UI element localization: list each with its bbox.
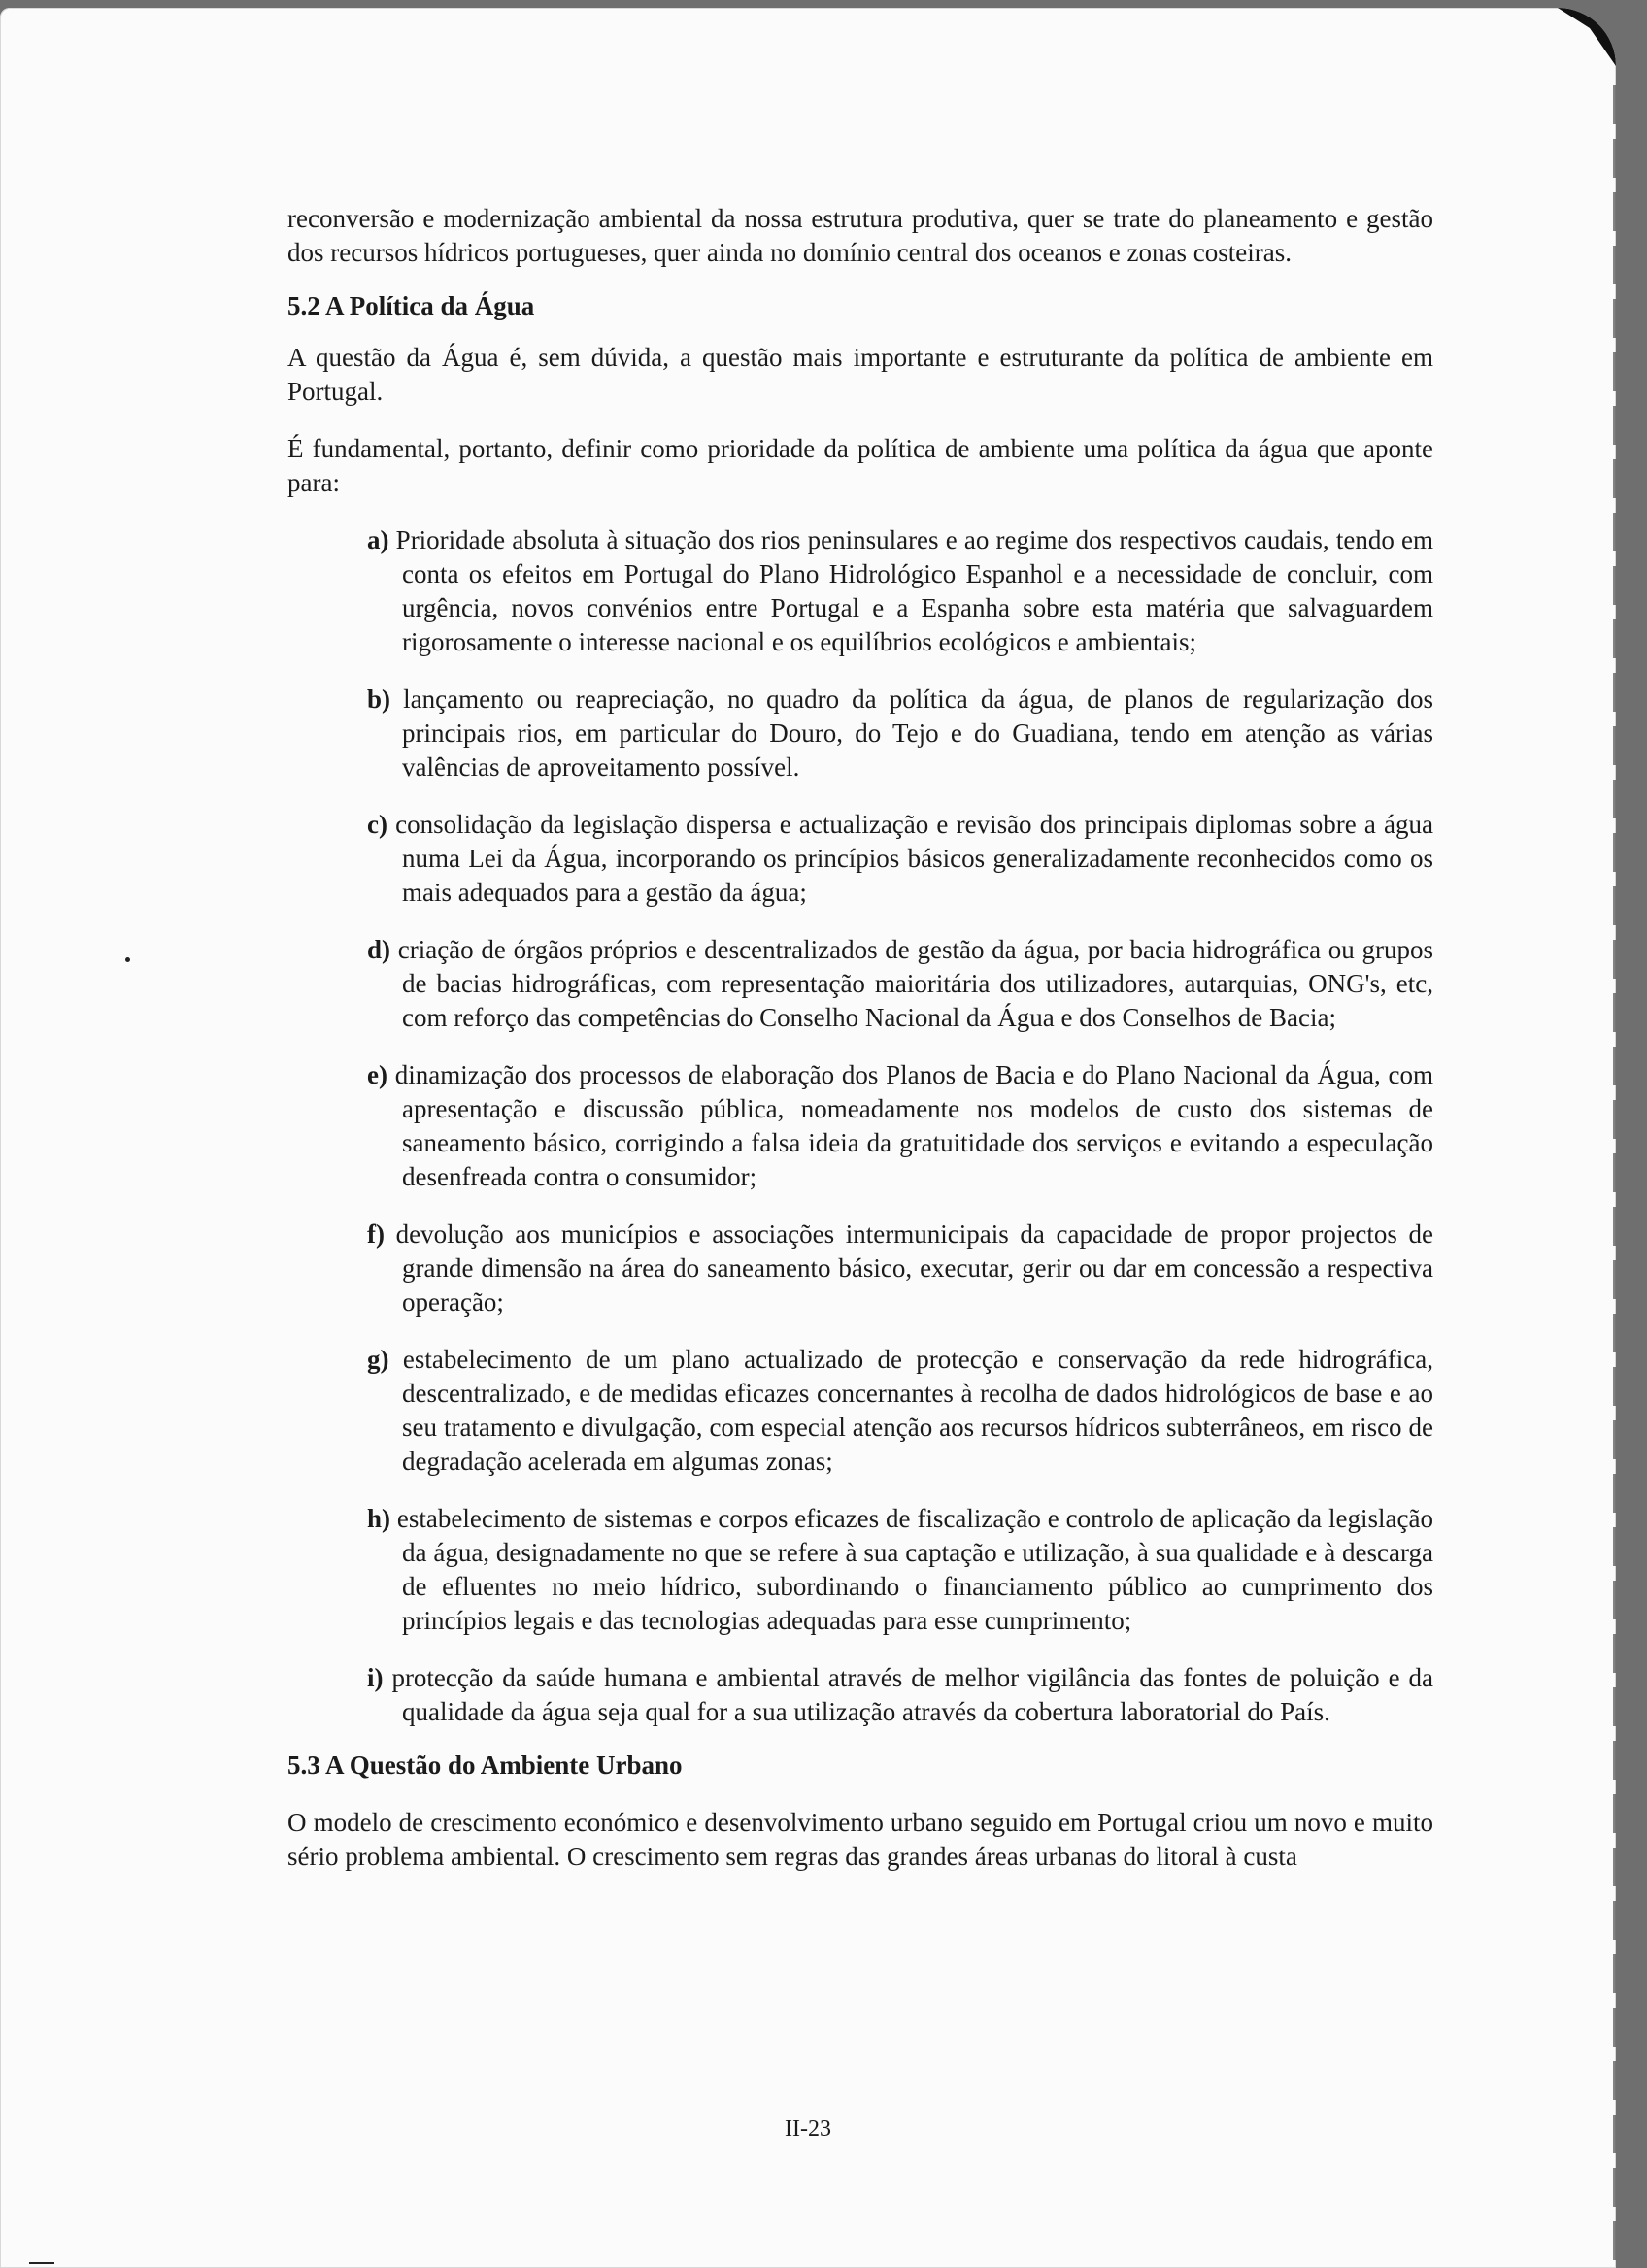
list-item-d: [367, 933, 1433, 1035]
list-text: devolução aos municípios e associações intermunicipais da capacidade de propor projectos de grande dimensão na área do saneamento básico, executar, gerir ou dar em concessão a respectiva operação;: [395, 1219, 1433, 1317]
list-item-h: [367, 1502, 1433, 1638]
list-text: protecção da saúde humana e ambiental através de melhor vigilância das fontes de poluição e da qualidade da água seja qual for a sua utilização através da cobertura laboratorial do País.: [391, 1663, 1433, 1726]
section-heading-5-2: 5.2 A Política da Água: [287, 291, 535, 320]
list-item-i: [367, 1661, 1433, 1729]
margin-dot: [125, 957, 130, 962]
list-label: f): [367, 1219, 385, 1249]
list-label: i): [367, 1663, 384, 1692]
document-page: [0, 8, 1616, 2268]
paragraph: É fundamental, portanto, definir como prioridade da política de ambiente uma política da água que aponte para:: [287, 434, 1433, 497]
scan-mark: [29, 2262, 54, 2264]
list-item-a: [367, 523, 1433, 659]
section-heading-5-3: 5.3 A Questão do Ambiente Urbano: [287, 1751, 683, 1780]
paragraph: A questão da Água é, sem dúvida, a questão mais importante e estruturante da política de ambiente em Portugal.: [287, 343, 1433, 406]
scan-top-border: [0, 0, 1647, 8]
list-label: e): [367, 1060, 387, 1089]
page-content: [287, 202, 1433, 1874]
list-text: lançamento ou reapreciação, no quadro da política da água, de planos de regularização dos principais rios, em particular do Douro, do Tejo e do Guadiana, tendo em atenção as várias valências de aproveitamento possível.: [402, 684, 1433, 782]
list-label: h): [367, 1504, 391, 1533]
list-item-e: [367, 1058, 1433, 1194]
list-text: estabelecimento de sistemas e corpos eficazes de fiscalização e controlo de aplicação da legislação da água, designadamente no que se refere à sua captação e utilização, à sua qualidade e à descarga de efluentes no meio hídrico, subordinando o financiamento público ao cumprimento dos princípios legais e das tecnologias adequadas para esse cumprimento;: [396, 1504, 1434, 1635]
list-label: c): [367, 810, 387, 839]
list-text: consolidação da legislação dispersa e actualização e revisão dos principais diplomas sobre a água numa Lei da Água, incorporando os princípios básicos generalizadamente reconhecidos como os mais adequados para a gestão da água;: [395, 810, 1434, 907]
intro-paragraph: reconversão e modernização ambiental da nossa estrutura produtiva, quer se trate do planeamento e gestão dos recursos hídricos portugueses, quer ainda no domínio central dos oceanos e zonas costeiras.: [287, 204, 1433, 267]
list-text: dinamização dos processos de elaboração dos Planos de Bacia e do Plano Nacional da Água, com apresentação e discussão pública, nomeadamente nos modelos de custo dos sistemas de saneamento básico, corrigindo a falsa ideia da gratuitidade dos serviços e evitando a especulação desenfreada contra o consumidor;: [394, 1060, 1433, 1191]
list-label: d): [367, 935, 391, 964]
page-number: II-23: [785, 2117, 831, 2142]
list-text: estabelecimento de um plano actualizado de protecção e conservação da rede hidrográfica, descentralizado, e de medidas eficazes concernantes à recolha de dados hidrológicos de base e ao seu tratamento e divulgação, com especial atenção aos recursos hídricos subterrâneos, em risco de degradação acelerada em algumas zonas;: [402, 1345, 1434, 1476]
list-label: g): [367, 1345, 389, 1374]
list-label: b): [367, 684, 391, 714]
list-label: a): [367, 525, 389, 554]
list-text: criação de órgãos próprios e descentralizados de gestão da água, por bacia hidrográfica ou grupos de bacias hidrográficas, com representação maioritária dos utilizadores, autarquias, ONG's, etc, com reforço das competências do Conselho Nacional da Água e dos Conselhos de Bacia;: [397, 935, 1433, 1032]
paragraph: O modelo de crescimento económico e desenvolvimento urbano seguido em Portugal criou um novo e muito sério problema ambiental. O crescimento sem regras das grandes áreas urbanas do litoral à custa: [287, 1808, 1433, 1871]
list-item-c: [367, 808, 1433, 910]
list-text: Prioridade absoluta à situação dos rios peninsulares e ao regime dos respectivos caudais, tendo em conta os efeitos em Portugal do Plano Hidrológico Espanhol e a necessidade de concluir, com urgência, novos convénios entre Portugal e a Espanha sobre esta matéria que salvaguardem rigorosamente o interesse nacional e os equilíbrios ecológicos e ambientais;: [395, 525, 1433, 656]
list-item-f: [367, 1217, 1433, 1319]
list-item-b: [367, 683, 1433, 784]
list-item-g: [367, 1343, 1433, 1479]
scan-edge-marks: [1613, 85, 1616, 2260]
page-corner-fold: [1558, 8, 1616, 66]
